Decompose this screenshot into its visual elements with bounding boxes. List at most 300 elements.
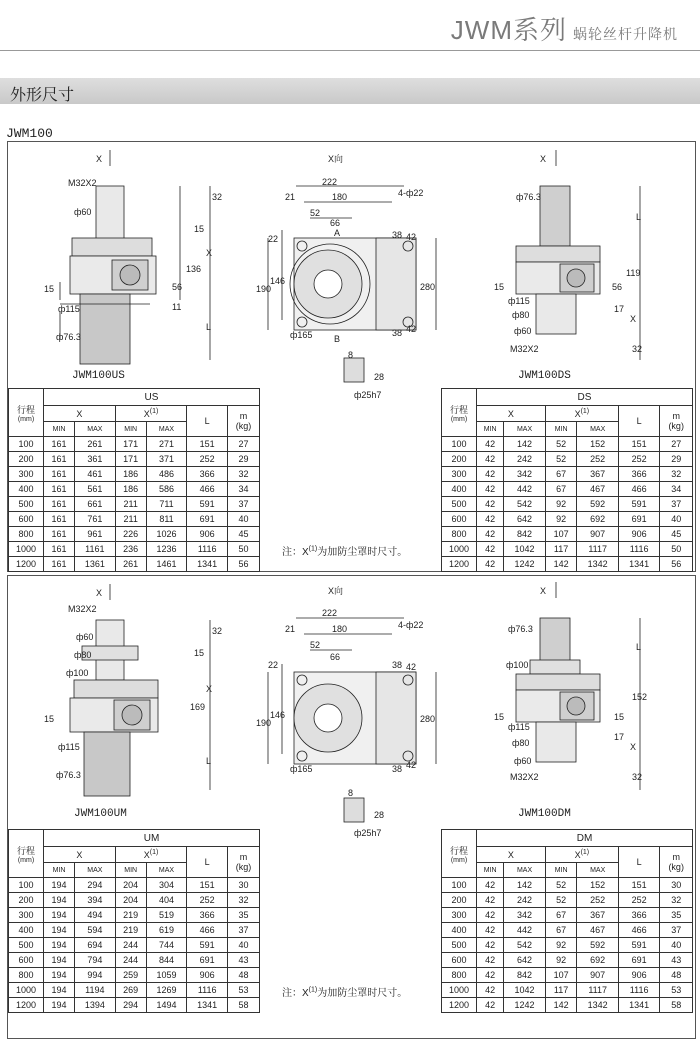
table-cell: 592 bbox=[577, 497, 618, 512]
table-cell: 200 bbox=[442, 893, 477, 908]
table-cell: 53 bbox=[228, 983, 260, 998]
mass-header: m (kg) bbox=[228, 847, 260, 878]
table-cell: 252 bbox=[187, 452, 228, 467]
table-cell: 67 bbox=[545, 467, 577, 482]
table-cell: 269 bbox=[115, 983, 146, 998]
table-row bbox=[442, 542, 693, 557]
table-row bbox=[9, 938, 260, 953]
table-cell: 161 bbox=[44, 467, 75, 482]
table-cell: 194 bbox=[44, 908, 75, 923]
table-cell: 1042 bbox=[504, 542, 545, 557]
svg-text:169: 169 bbox=[190, 702, 206, 712]
svg-text:66: 66 bbox=[330, 652, 341, 662]
table-row bbox=[9, 467, 260, 482]
svg-text:4-ф22: 4-ф22 bbox=[398, 620, 424, 630]
table-row bbox=[9, 437, 260, 452]
table-cell: 500 bbox=[442, 938, 477, 953]
table-row bbox=[442, 452, 693, 467]
table-cell: 27 bbox=[660, 437, 693, 452]
drawing-us bbox=[44, 150, 222, 382]
table-cell: 361 bbox=[75, 452, 116, 467]
table-row bbox=[442, 512, 693, 527]
table-cell: 42 bbox=[477, 467, 504, 482]
table-cell: 42 bbox=[477, 983, 504, 998]
svg-text:38: 38 bbox=[392, 764, 403, 774]
svg-text:X向: X向 bbox=[328, 154, 344, 164]
svg-text:42: 42 bbox=[406, 324, 417, 334]
table-cell: 200 bbox=[9, 893, 44, 908]
table-cell: 194 bbox=[44, 893, 75, 908]
table-cell: 367 bbox=[577, 467, 618, 482]
table-cell: 67 bbox=[545, 908, 577, 923]
x-header: X bbox=[477, 847, 546, 863]
stroke-header: 行程 (mm) bbox=[442, 830, 477, 878]
table-cell: 40 bbox=[228, 938, 260, 953]
table-cell: 161 bbox=[44, 557, 75, 572]
table-cell: 53 bbox=[660, 983, 693, 998]
section-title: 外形尺寸 bbox=[10, 87, 75, 104]
table-cell: 40 bbox=[228, 512, 260, 527]
table-cell: 32 bbox=[228, 467, 260, 482]
svg-text:146: 146 bbox=[270, 276, 286, 286]
table-cell: 219 bbox=[115, 908, 146, 923]
table-cell: 35 bbox=[228, 908, 260, 923]
svg-text:B: B bbox=[334, 334, 341, 344]
svg-text:ф115: ф115 bbox=[508, 722, 530, 732]
l-header: L bbox=[618, 406, 659, 437]
table-row bbox=[442, 878, 693, 893]
svg-text:15: 15 bbox=[494, 282, 505, 292]
svg-text:X: X bbox=[540, 154, 547, 164]
svg-text:ф25h7: ф25h7 bbox=[354, 390, 382, 400]
table-header-cell: MIN bbox=[545, 863, 577, 878]
svg-text:15: 15 bbox=[494, 712, 505, 722]
table-cell: 252 bbox=[577, 893, 618, 908]
table-cell: 37 bbox=[228, 923, 260, 938]
table-cell: 1117 bbox=[577, 983, 618, 998]
svg-text:ф76.3: ф76.3 bbox=[56, 770, 81, 780]
table-cell: 692 bbox=[577, 512, 618, 527]
table-cell: 204 bbox=[115, 893, 146, 908]
table-cell: 1200 bbox=[442, 557, 477, 572]
table-cell: 466 bbox=[187, 482, 228, 497]
table-cell: 594 bbox=[75, 923, 116, 938]
svg-text:M32X2: M32X2 bbox=[68, 604, 97, 614]
table-cell: 67 bbox=[545, 923, 577, 938]
table-cell: 1200 bbox=[442, 998, 477, 1013]
svg-text:21: 21 bbox=[285, 192, 296, 202]
table-cell: 486 bbox=[146, 467, 187, 482]
svg-text:JWM100DS: JWM100DS bbox=[518, 370, 571, 382]
svg-text:L: L bbox=[206, 322, 212, 332]
drawing-xview bbox=[256, 153, 436, 400]
table-cell: 1161 bbox=[75, 542, 116, 557]
l-header: L bbox=[187, 406, 228, 437]
table-cell: 42 bbox=[477, 938, 504, 953]
svg-text:32: 32 bbox=[212, 192, 223, 202]
table-cell: 142 bbox=[504, 878, 545, 893]
table-row bbox=[442, 467, 693, 482]
table-cell: 1242 bbox=[504, 998, 545, 1013]
table-cell: 519 bbox=[146, 908, 187, 923]
table-cell: 561 bbox=[75, 482, 116, 497]
svg-text:M32X2: M32X2 bbox=[510, 772, 539, 782]
l-header: L bbox=[618, 847, 659, 878]
table-cell: 1000 bbox=[9, 983, 44, 998]
svg-text:32: 32 bbox=[632, 772, 643, 782]
table-row bbox=[9, 893, 260, 908]
svg-text:28: 28 bbox=[374, 810, 385, 820]
table-cell: 466 bbox=[618, 482, 659, 497]
table-cell: 161 bbox=[44, 497, 75, 512]
svg-text:146: 146 bbox=[270, 710, 286, 720]
table-cell: 1194 bbox=[75, 983, 116, 998]
svg-text:8: 8 bbox=[348, 350, 354, 360]
svg-text:280: 280 bbox=[420, 282, 436, 292]
table-cell: 92 bbox=[545, 953, 577, 968]
table-cell: 226 bbox=[115, 527, 146, 542]
table-cell: 52 bbox=[545, 452, 577, 467]
table-cell: 194 bbox=[44, 938, 75, 953]
svg-text:M32X2: M32X2 bbox=[68, 178, 97, 188]
svg-text:56: 56 bbox=[612, 282, 623, 292]
table-cell: 466 bbox=[618, 923, 659, 938]
table-cell: 161 bbox=[44, 482, 75, 497]
xn-header: $X^{(1)}$ bbox=[545, 406, 618, 422]
table-cell: 67 bbox=[545, 482, 577, 497]
table-row bbox=[442, 983, 693, 998]
table-cell: 42 bbox=[477, 893, 504, 908]
table-cell: 107 bbox=[545, 527, 577, 542]
svg-text:17: 17 bbox=[614, 732, 625, 742]
svg-text:15: 15 bbox=[614, 712, 625, 722]
table-cell: 961 bbox=[75, 527, 116, 542]
table-cell: 40 bbox=[660, 938, 693, 953]
table-header-cell: MIN bbox=[115, 863, 146, 878]
svg-text:280: 280 bbox=[420, 714, 436, 724]
table-header-cell: MIN bbox=[115, 422, 146, 437]
table-cell: 461 bbox=[75, 467, 116, 482]
table-cell: 800 bbox=[442, 527, 477, 542]
table-cell: 1342 bbox=[577, 998, 618, 1013]
table-cell: 42 bbox=[477, 437, 504, 452]
svg-text:JWM100US: JWM100US bbox=[72, 370, 125, 382]
table-cell: 1200 bbox=[9, 998, 44, 1013]
table-cell: 500 bbox=[9, 497, 44, 512]
table-cell: 194 bbox=[44, 968, 75, 983]
table-cell: 32 bbox=[660, 893, 693, 908]
table-cell: 242 bbox=[504, 893, 545, 908]
table-cell: 32 bbox=[660, 467, 693, 482]
table-cell: 1116 bbox=[187, 983, 228, 998]
table-cell: 794 bbox=[75, 953, 116, 968]
svg-text:222: 222 bbox=[322, 177, 338, 187]
table-cell: 842 bbox=[504, 968, 545, 983]
svg-text:ф165: ф165 bbox=[290, 330, 313, 340]
svg-text:ф76.3: ф76.3 bbox=[508, 624, 533, 634]
table-header-cell: MAX bbox=[577, 863, 618, 878]
table-cell: 152 bbox=[577, 437, 618, 452]
table-cell: 29 bbox=[660, 452, 693, 467]
table-cell: 1117 bbox=[577, 542, 618, 557]
drawing-um bbox=[44, 584, 222, 820]
table-cell: 1026 bbox=[146, 527, 187, 542]
table-cell: 252 bbox=[577, 452, 618, 467]
svg-text:28: 28 bbox=[374, 372, 385, 382]
table-title: UM bbox=[44, 830, 260, 847]
table-cell: 1200 bbox=[9, 557, 44, 572]
table-cell: 56 bbox=[660, 557, 693, 572]
drawing-xview-2 bbox=[256, 585, 436, 838]
table-cell: 1394 bbox=[75, 998, 116, 1013]
table-cell: 1242 bbox=[504, 557, 545, 572]
table-cell: 400 bbox=[9, 482, 44, 497]
table-cell: 591 bbox=[187, 497, 228, 512]
table-cell: 186 bbox=[115, 482, 146, 497]
svg-text:8: 8 bbox=[348, 788, 354, 798]
svg-text:ф115: ф115 bbox=[508, 296, 530, 306]
table-cell: 691 bbox=[618, 953, 659, 968]
svg-text:190: 190 bbox=[256, 284, 272, 294]
table-cell: 30 bbox=[228, 878, 260, 893]
table-cell: 45 bbox=[660, 527, 693, 542]
table-row bbox=[9, 968, 260, 983]
table-cell: 37 bbox=[660, 923, 693, 938]
table-row bbox=[442, 497, 693, 512]
table-cell: 366 bbox=[187, 908, 228, 923]
table-cell: 466 bbox=[187, 923, 228, 938]
svg-text:4-ф22: 4-ф22 bbox=[398, 188, 424, 198]
table-cell: 37 bbox=[228, 497, 260, 512]
table-cell: 906 bbox=[187, 968, 228, 983]
svg-text:L: L bbox=[636, 642, 642, 652]
table-cell: 32 bbox=[228, 893, 260, 908]
table-cell: 1236 bbox=[146, 542, 187, 557]
table-cell: 342 bbox=[504, 908, 545, 923]
table-cell: 591 bbox=[187, 938, 228, 953]
table-cell: 304 bbox=[146, 878, 187, 893]
table-cell: 586 bbox=[146, 482, 187, 497]
table-header-cell: MAX bbox=[146, 422, 187, 437]
table-row bbox=[9, 953, 260, 968]
table-cell: 142 bbox=[545, 557, 577, 572]
table-cell: 171 bbox=[115, 437, 146, 452]
svg-text:X: X bbox=[540, 586, 547, 596]
table-cell: 906 bbox=[618, 968, 659, 983]
svg-text:42: 42 bbox=[406, 232, 417, 242]
table-cell: 194 bbox=[44, 878, 75, 893]
table-cell: 1000 bbox=[442, 542, 477, 557]
table-row bbox=[9, 998, 260, 1013]
table-cell: 42 bbox=[477, 452, 504, 467]
table-cell: 300 bbox=[442, 908, 477, 923]
table-title: DM bbox=[477, 830, 693, 847]
table-cell: 692 bbox=[577, 953, 618, 968]
table-cell: 34 bbox=[228, 482, 260, 497]
stroke-header: 行程 (mm) bbox=[442, 389, 477, 437]
table-cell: 52 bbox=[545, 437, 577, 452]
table-cell: 200 bbox=[9, 452, 44, 467]
svg-text:136: 136 bbox=[186, 264, 202, 274]
table-row bbox=[442, 482, 693, 497]
drawing-ds bbox=[494, 150, 642, 382]
table-cell: 259 bbox=[115, 968, 146, 983]
xn-header: $X^{(1)}$ bbox=[545, 847, 618, 863]
table-row bbox=[442, 893, 693, 908]
table-cell: 842 bbox=[504, 527, 545, 542]
svg-text:ф80: ф80 bbox=[512, 310, 530, 320]
svg-text:152: 152 bbox=[632, 692, 648, 702]
table-cell: 542 bbox=[504, 938, 545, 953]
svg-text:L: L bbox=[206, 756, 212, 766]
table-cell: 500 bbox=[442, 497, 477, 512]
table-cell: 1116 bbox=[618, 983, 659, 998]
table-cell: 1494 bbox=[146, 998, 187, 1013]
table-cell: 35 bbox=[660, 908, 693, 923]
table-cell: 1461 bbox=[146, 557, 187, 572]
table-cell: 186 bbox=[115, 467, 146, 482]
svg-text:38: 38 bbox=[392, 230, 403, 240]
table-cell: 161 bbox=[44, 527, 75, 542]
svg-text:X: X bbox=[96, 588, 103, 598]
table-cell: 244 bbox=[115, 938, 146, 953]
svg-text:42: 42 bbox=[406, 760, 417, 770]
table-cell: 42 bbox=[477, 908, 504, 923]
table-cell: 151 bbox=[618, 437, 659, 452]
table-cell: 591 bbox=[618, 497, 659, 512]
svg-text:L: L bbox=[636, 212, 642, 222]
table-cell: 200 bbox=[442, 452, 477, 467]
table-cell: 92 bbox=[545, 497, 577, 512]
table-cell: 42 bbox=[477, 542, 504, 557]
svg-text:190: 190 bbox=[256, 718, 272, 728]
table-cell: 906 bbox=[618, 527, 659, 542]
svg-text:X: X bbox=[630, 314, 637, 324]
svg-text:38: 38 bbox=[392, 328, 403, 338]
note-upper: 注：$X^{(1)}$为加防尘罩时尺寸。 bbox=[282, 545, 408, 558]
table-row bbox=[9, 557, 260, 572]
svg-text:180: 180 bbox=[332, 624, 348, 634]
mass-header: m (kg) bbox=[660, 847, 693, 878]
table-cell: 367 bbox=[577, 908, 618, 923]
table-cell: 42 bbox=[477, 968, 504, 983]
table-cell: 100 bbox=[442, 878, 477, 893]
table-cell: 371 bbox=[146, 452, 187, 467]
table-cell: 592 bbox=[577, 938, 618, 953]
table-cell: 52 bbox=[545, 878, 577, 893]
table-cell: 642 bbox=[504, 953, 545, 968]
table-cell: 107 bbox=[545, 968, 577, 983]
table-cell: 1361 bbox=[75, 557, 116, 572]
table-cell: 45 bbox=[228, 527, 260, 542]
drawing-dm bbox=[494, 582, 647, 820]
table-row bbox=[442, 527, 693, 542]
table-cell: 34 bbox=[660, 482, 693, 497]
svg-text:66: 66 bbox=[330, 218, 341, 228]
table-cell: 366 bbox=[618, 908, 659, 923]
svg-text:X向: X向 bbox=[328, 586, 344, 596]
table-cell: 442 bbox=[504, 482, 545, 497]
table-cell: 400 bbox=[442, 923, 477, 938]
table-cell: 1116 bbox=[187, 542, 228, 557]
table-cell: 300 bbox=[9, 467, 44, 482]
table-title: DS bbox=[477, 389, 693, 406]
table-cell: 194 bbox=[44, 983, 75, 998]
table-cell: 1116 bbox=[618, 542, 659, 557]
table-cell: 211 bbox=[115, 512, 146, 527]
table-cell: 27 bbox=[228, 437, 260, 452]
table-cell: 58 bbox=[228, 998, 260, 1013]
table-row bbox=[442, 953, 693, 968]
table-cell: 42 bbox=[477, 923, 504, 938]
table-cell: 400 bbox=[9, 923, 44, 938]
table-title: US bbox=[44, 389, 260, 406]
svg-text:222: 222 bbox=[322, 608, 338, 618]
table-cell: 1042 bbox=[504, 983, 545, 998]
table-cell: 661 bbox=[75, 497, 116, 512]
table-cell: 37 bbox=[660, 497, 693, 512]
table-row bbox=[442, 998, 693, 1013]
svg-text:ф60: ф60 bbox=[76, 632, 94, 642]
table-cell: 42 bbox=[477, 527, 504, 542]
table-header-cell: MAX bbox=[75, 422, 116, 437]
xn-header: $X^{(1)}$ bbox=[115, 847, 187, 863]
table-cell: 92 bbox=[545, 938, 577, 953]
table-cell: 42 bbox=[477, 998, 504, 1013]
table-row bbox=[9, 983, 260, 998]
svg-text:32: 32 bbox=[212, 626, 223, 636]
table-cell: 42 bbox=[477, 497, 504, 512]
table-cell: 151 bbox=[618, 878, 659, 893]
table-header-cell: MAX bbox=[146, 863, 187, 878]
table-cell: 194 bbox=[44, 998, 75, 1013]
table-cell: 294 bbox=[75, 878, 116, 893]
table-cell: 42 bbox=[477, 557, 504, 572]
svg-text:ф25h7: ф25h7 bbox=[354, 828, 382, 838]
table-cell: 151 bbox=[187, 437, 228, 452]
svg-text:X: X bbox=[206, 684, 213, 694]
table-header-cell: MAX bbox=[504, 863, 545, 878]
xn-header: $X^{(1)}$ bbox=[115, 406, 187, 422]
svg-text:ф115: ф115 bbox=[58, 304, 80, 314]
table-row bbox=[9, 908, 260, 923]
table-cell: 1341 bbox=[618, 998, 659, 1013]
table-cell: 800 bbox=[442, 968, 477, 983]
table-cell: 1000 bbox=[9, 542, 44, 557]
table-cell: 800 bbox=[9, 527, 44, 542]
table-cell: 1059 bbox=[146, 968, 187, 983]
table-header-cell: MIN bbox=[477, 422, 504, 437]
table-row bbox=[442, 923, 693, 938]
svg-text:ф115: ф115 bbox=[58, 742, 80, 752]
table-cell: 394 bbox=[75, 893, 116, 908]
svg-text:17: 17 bbox=[614, 304, 625, 314]
table-cell: 50 bbox=[228, 542, 260, 557]
svg-text:M32X2: M32X2 bbox=[510, 344, 539, 354]
table-cell: 691 bbox=[187, 953, 228, 968]
table-cell: 366 bbox=[187, 467, 228, 482]
svg-text:52: 52 bbox=[310, 208, 321, 218]
mass-header: m (kg) bbox=[660, 406, 693, 437]
table-header-cell: MIN bbox=[545, 422, 577, 437]
svg-text:X: X bbox=[630, 742, 637, 752]
table-cell: 907 bbox=[577, 968, 618, 983]
table-cell: 994 bbox=[75, 968, 116, 983]
table-cell: 117 bbox=[545, 542, 577, 557]
table-cell: 1341 bbox=[187, 998, 228, 1013]
table-cell: 171 bbox=[115, 452, 146, 467]
table-cell: 204 bbox=[115, 878, 146, 893]
